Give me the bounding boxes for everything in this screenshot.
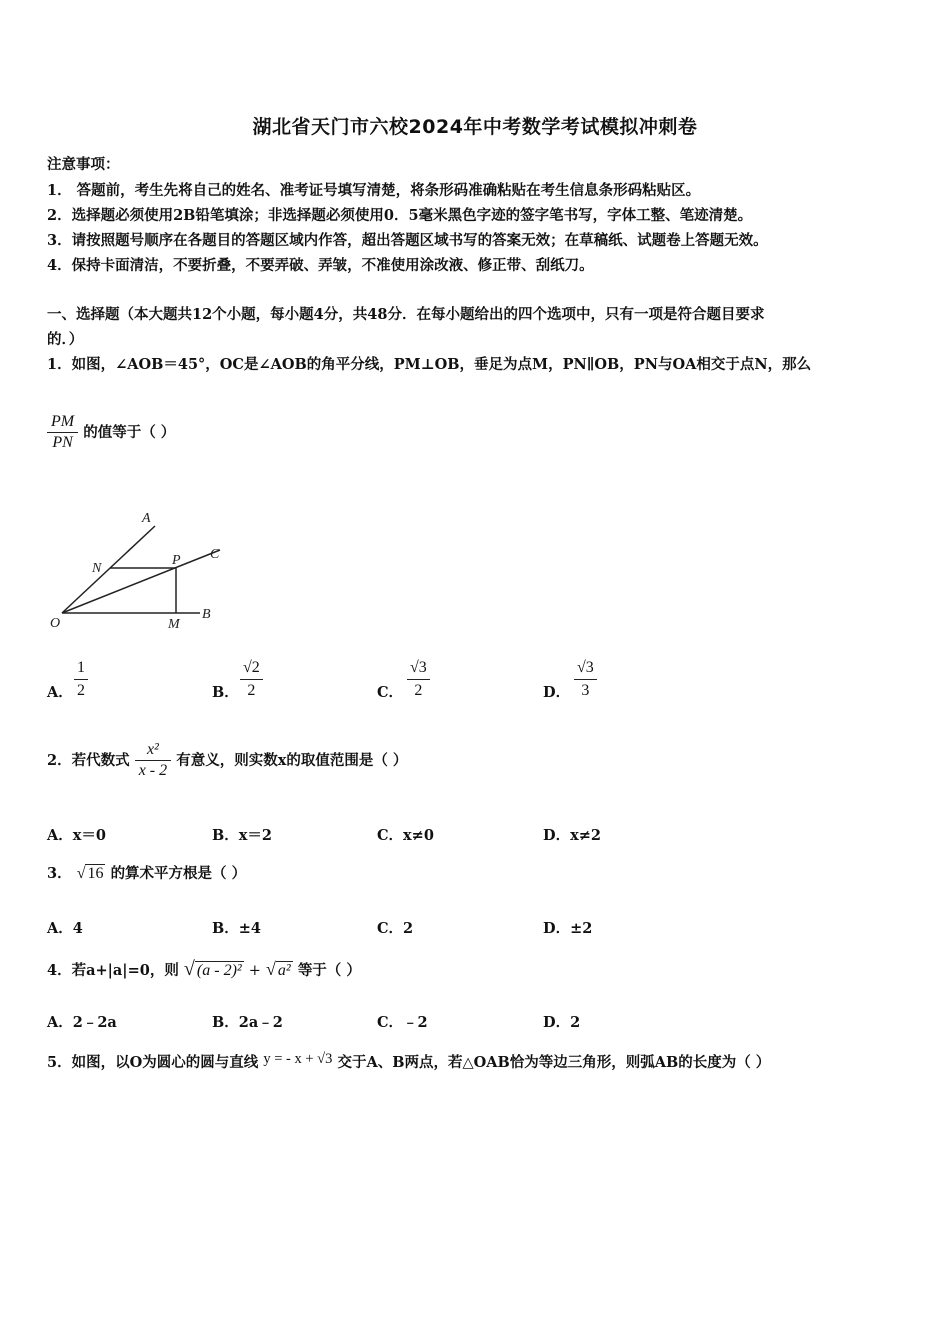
label-b: B [202,607,211,622]
q1-option-b-den: 2 [247,682,256,699]
q4-option-b[interactable]: B．2a﹣2 [212,1014,283,1031]
label-n: N [92,561,102,576]
q1-frac-den: PN [52,434,73,451]
q4-suffix: 等于（ ） [297,962,361,979]
q1-option-c-num: √3 [407,657,430,680]
label-p: P [172,553,181,568]
q4-stem [47,958,361,981]
q4-option-d[interactable]: D．2 [543,1014,581,1031]
label-m: M [168,617,180,632]
q4-sqrt-2: √ a² [266,959,291,979]
q1-option-d-value[interactable] [574,657,597,702]
q3-option-d[interactable]: D．±2 [543,920,593,937]
notice-item: 3．请按照题号顺序在各题目的答题区域内作答，超出答题区域书写的答案无效；在草稿纸、试题卷上答题无效。 [47,232,768,249]
q4-sqrt-1: √ (a - 2)² [183,958,242,980]
label-a: A [142,511,151,526]
q2-option-a[interactable]: A．x＝0 [47,827,106,844]
q1-option-b-label[interactable]: B． [212,684,239,701]
q1-option-d-den: 3 [581,682,590,699]
q1-option-d-label[interactable]: D． [543,684,571,701]
section-heading: 一、选择题（本大题共12个小题，每小题4分，共48分．在每小题给出的四个选项中，只有一项是符合题目要求 [47,306,765,323]
q4-option-c[interactable]: C．﹣2 [377,1014,428,1031]
q1-option-c-value[interactable] [407,657,430,702]
q2-option-b[interactable]: B．x＝2 [212,827,272,844]
q2-fraction [135,740,171,781]
q1-option-a-den: 2 [77,682,85,699]
q4-expr2: a² [277,962,291,979]
q1-option-c-den: 2 [414,682,423,699]
q3-option-b[interactable]: B．±4 [212,920,261,937]
q1-option-b-value[interactable] [240,657,263,702]
q1-fraction [47,412,78,453]
q1-tail: 的值等于（ ） [83,424,176,441]
q5-prefix: 5．如图，以O为圆心的圆与直线 [47,1054,259,1071]
ray-oc [62,550,220,613]
q4-plus: + [248,963,261,979]
q3-sqrt: √ 16 [76,865,104,882]
q3-suffix: 的算术平方根是（ ） [110,865,247,882]
q1-figure [40,500,240,640]
q1-option-a-num: 1 [74,657,88,680]
q1-fraction-line [47,412,175,453]
q2-option-c[interactable]: C．x≠0 [377,827,434,844]
label-c: C [210,547,220,562]
q1-frac-num: PM [47,412,78,433]
notice-item: 4．保持卡面清洁，不要折叠，不要弄破、弄皱，不准使用涂改液、修正带、刮纸刀。 [47,257,594,274]
q2-option-d[interactable]: D．x≠2 [543,827,601,844]
page-title: 湖北省天门市六校2024年中考数学考试模拟冲刺卷 [252,116,698,138]
q1-option-c-label[interactable]: C． [377,684,404,701]
q2-frac-num: x² [135,740,171,761]
q1-option-d-num: √3 [574,657,597,680]
q5-stem [47,1051,770,1072]
notice-item: 2．选择题必须使用2B铅笔填涂；非选择题必须使用0．5毫米黑色字迹的签字笔书写，字体工整、笔迹清楚。 [47,207,753,224]
q1-option-a-label[interactable]: A． [47,684,73,701]
q2-suffix: 有意义，则实数x的取值范围是（ ） [176,752,408,769]
q2-prefix: 2．若代数式 [47,752,130,769]
q3-option-a[interactable]: A．4 [47,920,83,937]
q3-radicand: 16 [87,865,104,882]
section-heading-cont: 的．） [47,331,84,348]
q1-option-a-value[interactable] [74,657,88,702]
q3-option-c[interactable]: C．2 [377,920,414,937]
q4-prefix: 4．若a+|a|=0，则 [47,962,179,979]
q2-stem [47,740,407,781]
notice-item: 1． 答题前，考生先将自己的姓名、准考证号填写清楚，将条形码准确粘贴在考生信息条形码粘贴区。 [47,182,701,199]
notice-heading: 注意事项： [47,156,120,173]
q5-suffix: 交于A、B两点，若△OAB恰为等边三角形，则弧AB的长度为（ ） [337,1054,771,1071]
q4-option-a[interactable]: A．2﹣2a [47,1014,117,1031]
q4-expr1: (a - 2)² [196,962,242,979]
q1-option-b-num: √2 [240,657,263,680]
label-o: O [50,616,61,631]
q3-prefix: 3． [47,865,72,882]
q1-stem: 1．如图，∠AOB＝45°，OC是∠AOB的角平分线，PM⊥OB，垂足为点M，PN∥OB，PN与OA相交于点N，那么 [47,356,812,373]
q5-line-expr: y = - x + √3 [263,1051,333,1067]
q3-stem [47,862,246,883]
ray-oa [62,526,155,613]
q2-frac-den: x - 2 [138,762,168,779]
